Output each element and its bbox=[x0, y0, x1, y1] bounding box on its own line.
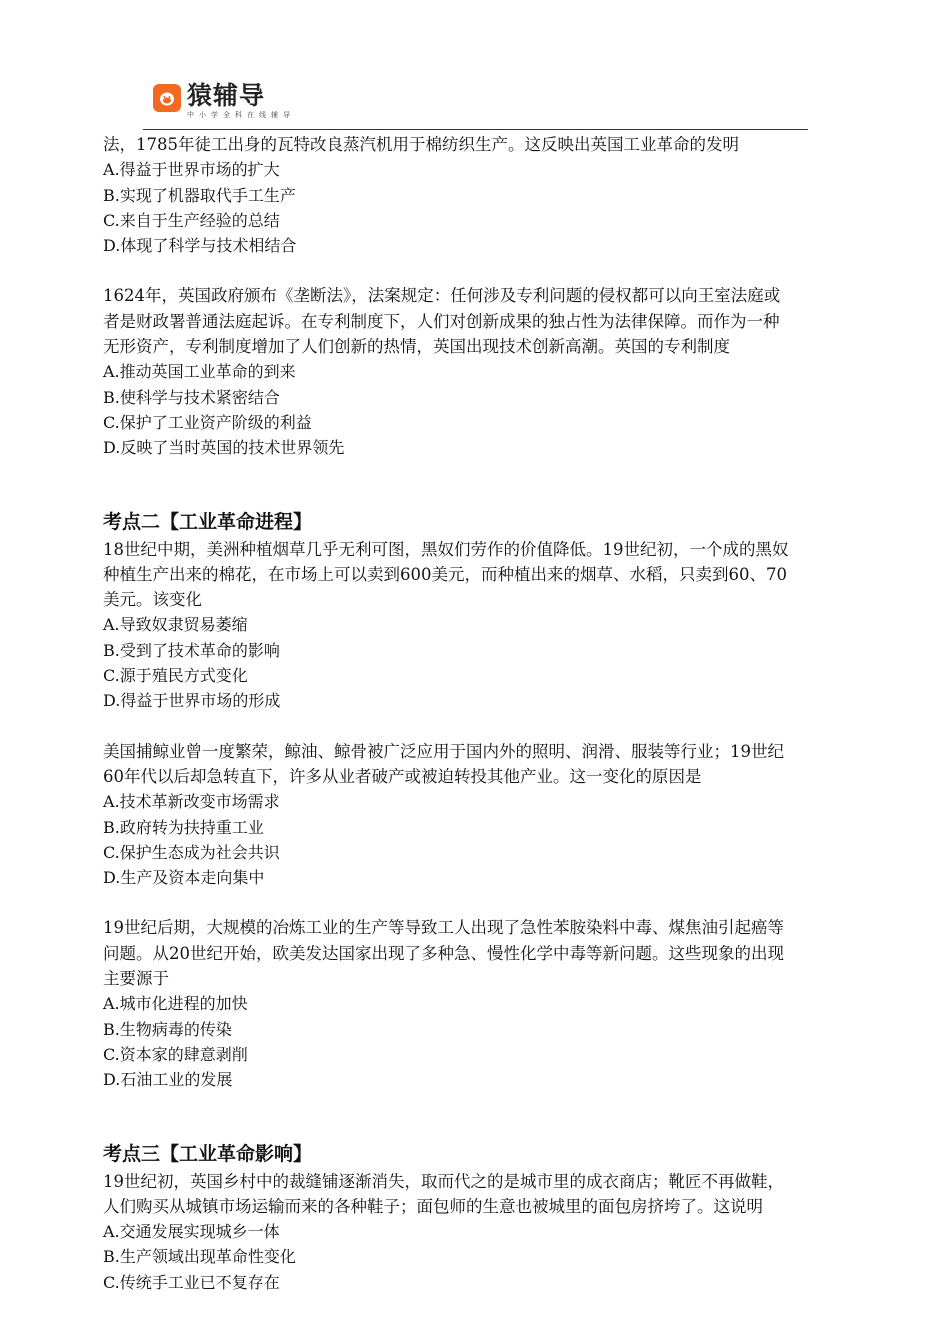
option-d: D.得益于世界市场的形成 bbox=[103, 691, 281, 711]
question-stem-line: 问题。从20世纪开始，欧美发达国家出现了多种急、慢性化学中毒等新问题。这些现象的出现 bbox=[103, 943, 784, 963]
question-1 bbox=[103, 132, 893, 258]
option-a: A.城市化进程的加快 bbox=[103, 994, 248, 1014]
question-stem-line: 种植生产出来的棉花，在市场上可以卖到600美元，而种植出来的烟草、水稻，只卖到60、70 bbox=[103, 564, 787, 584]
header-divider bbox=[143, 129, 808, 130]
option-d: D.反映了当时英国的技术世界领先 bbox=[103, 438, 345, 458]
question-3 bbox=[103, 537, 893, 714]
question-2 bbox=[103, 283, 893, 460]
option-a: A.推动英国工业革命的到来 bbox=[103, 362, 296, 382]
question-stem-line: 60年代以后却急转直下，许多从业者破产或被迫转投其他产业。这一变化的原因是 bbox=[103, 766, 702, 786]
question-stem-line: 人们购买从城镇市场运输而来的各种鞋子；面包师的生意也被城里的面包房挤垮了。这说明 bbox=[103, 1196, 763, 1216]
option-c: C.源于殖民方式变化 bbox=[103, 666, 248, 686]
option-b: B.实现了机器取代手工生产 bbox=[103, 185, 296, 205]
ape-face-icon bbox=[153, 84, 181, 112]
option-c: C.来自于生产经验的总结 bbox=[103, 210, 280, 230]
question-5 bbox=[103, 915, 893, 1092]
option-b: B.生物病毒的传染 bbox=[103, 1019, 232, 1039]
document-body bbox=[103, 132, 893, 1295]
question-stem-line: 19世纪初，英国乡村中的裁缝铺逐渐消失，取而代之的是城市里的成衣商店；靴匠不再做鞋， bbox=[103, 1171, 784, 1191]
question-stem-line: 者是财政署普通法庭起诉。在专利制度下，人们对创新成果的独占性为法律保障。而作为一种 bbox=[103, 311, 780, 331]
question-6 bbox=[103, 1169, 893, 1295]
question-stem: 法，1785年徒工出身的瓦特改良蒸汽机用于棉纺织生产。这反映出英国工业革命的发明 bbox=[103, 135, 739, 154]
option-b: B.受到了技术革命的影响 bbox=[103, 640, 280, 660]
option-b: B.政府转为扶持重工业 bbox=[103, 817, 264, 837]
option-b: B.使科学与技术紧密结合 bbox=[103, 387, 280, 407]
question-stem-line: 主要源于 bbox=[103, 969, 169, 989]
option-d: D.体现了科学与技术相结合 bbox=[103, 236, 297, 256]
question-stem-line: 18世纪中期，美洲种植烟草几乎无利可图，黑奴们劳作的价值降低。19世纪初，一个成的黑奴 bbox=[103, 539, 789, 559]
option-c: C.保护了工业资产阶级的利益 bbox=[103, 412, 312, 432]
option-d: D.生产及资本走向集中 bbox=[103, 868, 265, 888]
option-a: A.交通发展实现城乡一体 bbox=[103, 1222, 280, 1242]
logo-slogan: 中小学全科在线辅导 bbox=[187, 111, 295, 119]
option-a: A.技术革新改变市场需求 bbox=[103, 792, 280, 812]
question-stem-line: 1624年，英国政府颁布《垄断法》，法案规定：任何涉及专利问题的侵权都可以向王室法庭或 bbox=[103, 286, 781, 306]
logo bbox=[153, 82, 295, 120]
logo-name: 猿辅导 bbox=[187, 81, 266, 110]
option-b: B.生产领域出现革命性变化 bbox=[103, 1247, 296, 1267]
question-stem-line: 19世纪后期，大规模的冶炼工业的生产等导致工人出现了急性苯胺染料中毒、煤焦油引起癌等 bbox=[103, 918, 784, 938]
section-title-3: 考点三【工业革命影响】 bbox=[103, 1142, 313, 1165]
option-c: C.保护生态成为社会共识 bbox=[103, 842, 280, 862]
question-stem-line: 美元。该变化 bbox=[103, 590, 202, 610]
option-d: D.石油工业的发展 bbox=[103, 1070, 233, 1090]
question-stem-line: 无形资产，专利制度增加了人们创新的热情，英国出现技术创新高潮。英国的专利制度 bbox=[103, 337, 730, 357]
option-a: A.得益于世界市场的扩大 bbox=[103, 160, 280, 180]
question-stem-line: 美国捕鲸业曾一度繁荣，鲸油、鲸骨被广泛应用于国内外的照明、润滑、服装等行业；19世纪 bbox=[103, 741, 784, 761]
option-c: C.传统手工业已不复存在 bbox=[103, 1272, 280, 1292]
section-title-2: 考点二【工业革命进程】 bbox=[103, 510, 313, 533]
question-4 bbox=[103, 739, 893, 891]
option-c: C.资本家的肆意剥削 bbox=[103, 1044, 248, 1064]
option-a: A.导致奴隶贸易萎缩 bbox=[103, 615, 248, 635]
